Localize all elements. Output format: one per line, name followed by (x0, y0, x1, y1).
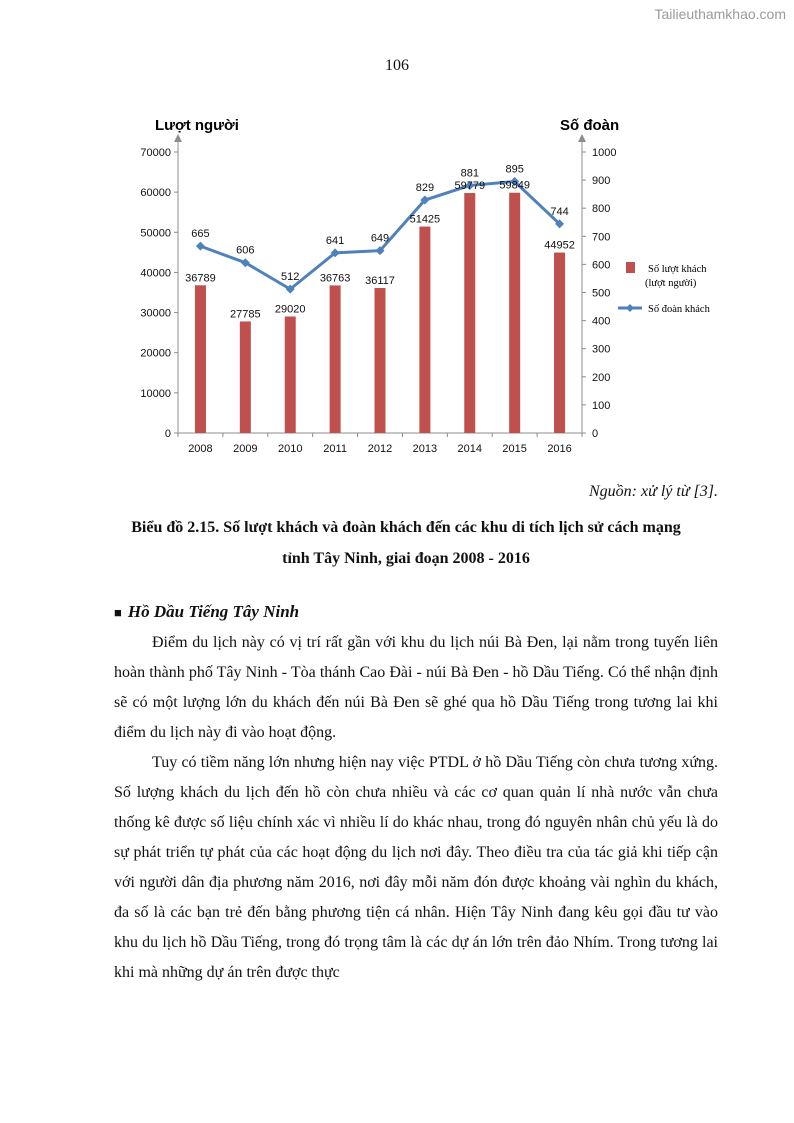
x-tick-label: 2010 (277, 443, 303, 455)
chart-legend (618, 262, 711, 315)
paragraph: Điểm du lịch này có vị trí rất gần với khu du lịch núi Bà Đen, lại nằm trong tuyến liên hoàn thành phố Tây Ninh - Tòa thánh Cao Đài - núi Bà Đen - hồ Dầu Tiếng. Có thể nhận định sẽ có một lượng lớn du khách đến núi Bà Đen sẽ ghé qua hồ Dầu Tiếng trong tương lai khi điểm du lịch này đi vào hoạt động. (114, 634, 718, 741)
bar (419, 227, 430, 433)
right-axis-arrow (578, 134, 586, 142)
right-tick-label: 600 (592, 259, 611, 272)
line-value-label: 881 (460, 167, 479, 180)
bar-value-label: 36789 (185, 272, 216, 285)
left-tick-label: 10000 (140, 387, 171, 400)
right-tick-label: 100 (592, 399, 611, 412)
caption-line-1: Biểu đồ 2.15. Số lượt khách và đoàn khách đến các khu di tích lịch sử cách mạng (131, 519, 681, 536)
right-tick-label: 0 (592, 428, 599, 440)
right-tick-label: 1000 (592, 147, 617, 159)
legend-line-label: Số đoàn khách (648, 304, 710, 315)
body-text (114, 628, 718, 988)
x-tick-label: 2013 (412, 443, 438, 455)
line-point (196, 242, 205, 251)
left-axis-arrow (174, 134, 182, 142)
left-axis-title: Lượt người (155, 117, 239, 134)
x-tick-label: 2015 (502, 443, 527, 455)
left-tick-label: 40000 (140, 267, 171, 280)
x-tick-label: 2016 (547, 443, 572, 455)
left-tick-label: 30000 (140, 307, 171, 320)
right-tick-label: 900 (592, 175, 611, 188)
bar (195, 285, 206, 433)
legend-bar-swatch (626, 262, 635, 273)
line-value-label: 649 (370, 232, 390, 245)
right-tick-label: 500 (592, 287, 611, 300)
page-number: 106 (385, 57, 409, 74)
left-tick-label: 20000 (140, 347, 171, 360)
x-tick-label: 2008 (188, 443, 213, 455)
line-value-label: 641 (325, 234, 345, 247)
legend-bar-sublabel: (lượt người) (645, 278, 697, 289)
bar-value-label: 51425 (409, 213, 441, 226)
bar (330, 285, 341, 433)
source-note: Nguồn: xử lý từ [3]. (589, 483, 718, 500)
bar (509, 193, 520, 433)
bar-value-label: 44952 (544, 239, 575, 252)
right-tick-label: 700 (592, 231, 611, 244)
bar-value-label: 59779 (454, 180, 486, 193)
bar-value-label: 27785 (230, 308, 261, 321)
right-tick-label: 200 (592, 371, 611, 384)
bar-value-label: 59849 (499, 179, 530, 192)
section-title: Hồ Dầu Tiếng Tây Ninh (127, 602, 300, 621)
watermark: Tailieuthamkhao.com (654, 6, 786, 22)
bar (554, 253, 565, 433)
left-tick-label: 60000 (140, 187, 171, 200)
bar-value-label: 29020 (274, 303, 306, 316)
line-value-label: 895 (505, 163, 524, 176)
line-value-label: 744 (550, 205, 569, 218)
right-tick-label: 800 (592, 203, 611, 216)
line-value-label: 512 (281, 271, 300, 284)
bar (285, 317, 296, 433)
line-value-label: 606 (236, 244, 255, 257)
bar (240, 321, 251, 433)
section-heading (114, 602, 299, 622)
left-tick-label: 50000 (140, 227, 171, 240)
bar (464, 193, 475, 433)
bullet-icon: ■ (114, 605, 122, 620)
left-tick-label: 70000 (140, 147, 171, 159)
paragraph: Tuy có tiềm năng lớn nhưng hiện nay việc PTDL ở hồ Dầu Tiếng còn chưa tương xứng. Số lượng khách du lịch đến hồ còn chưa nhiều và các cơ quan quản lí nhà nước vẫn chưa thống kê được số liệu chính xác vì nhiều lí do khác nhau, trong đó nguyên nhân chủ yếu là do sự phát triển tự phát của các hoạt động du lịch nơi đây. Theo điều tra của tác giả khi tiếp cận với người dân địa phương năm 2016, nơi đây mỗi năm đón được khoảng vài nghìn du khách, đa số là các bạn trẻ đến bằng phương tiện cá nhân. Hiện Tây Ninh đang kêu gọi đầu tư vào khu du lịch hồ Dầu Tiếng, trong đó trọng tâm là các dự án lớn trên đảo Nhím. Trong tương lai khi mà những dự án trên được thực (114, 754, 718, 981)
caption-line-2: tỉnh Tây Ninh, giai đoạn 2008 - 2016 (282, 550, 530, 567)
legend-bar-label: Số lượt khách (648, 264, 707, 275)
x-tick-label: 2009 (233, 443, 258, 455)
left-tick-label: 0 (164, 428, 171, 440)
x-tick-label: 2011 (323, 443, 347, 455)
right-tick-label: 400 (592, 315, 611, 328)
line-value-label: 829 (415, 182, 435, 195)
x-tick-label: 2012 (367, 443, 393, 455)
bar-value-label: 36763 (319, 272, 351, 285)
right-axis-title: Số đoàn (560, 117, 620, 134)
combo-chart (140, 110, 740, 470)
x-tick-label: 2014 (457, 443, 483, 455)
bar-value-label: 36117 (365, 275, 395, 288)
bar (375, 288, 386, 433)
legend-line-marker (626, 304, 634, 312)
right-tick-label: 300 (592, 343, 611, 356)
line-value-label: 665 (191, 228, 210, 241)
figure-caption (96, 512, 716, 574)
